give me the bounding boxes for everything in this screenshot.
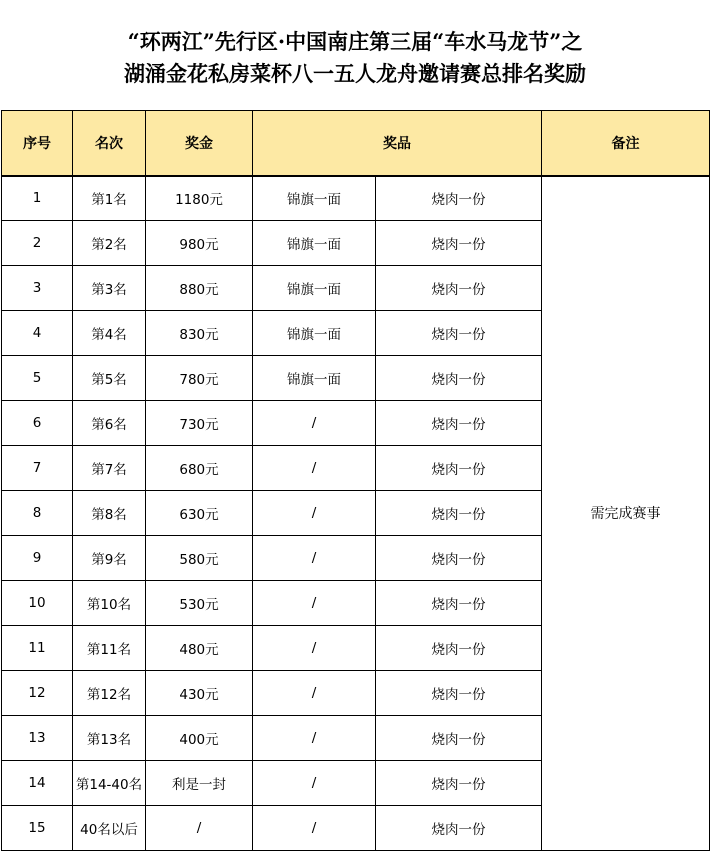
cell-index: 7 (2, 446, 73, 491)
table-body (2, 176, 710, 851)
cell-prize-meat: 烧肉一份 (376, 401, 542, 446)
cell-index: 12 (2, 671, 73, 716)
cell-bonus: 830元 (146, 311, 253, 356)
cell-bonus: 480元 (146, 626, 253, 671)
cell-prize-banner: / (253, 536, 376, 581)
cell-prize-meat: 烧肉一份 (376, 716, 542, 761)
cell-prize-meat: 烧肉一份 (376, 536, 542, 581)
cell-bonus: 530元 (146, 581, 253, 626)
cell-rank: 第9名 (73, 536, 146, 581)
cell-rank: 第7名 (73, 446, 146, 491)
cell-bonus: 400元 (146, 716, 253, 761)
cell-bonus: 580元 (146, 536, 253, 581)
cell-prize-banner: / (253, 581, 376, 626)
cell-rank: 第14-40名 (73, 761, 146, 806)
cell-prize-banner: / (253, 626, 376, 671)
cell-prize-banner: / (253, 806, 376, 851)
cell-bonus: 680元 (146, 446, 253, 491)
cell-prize-meat: 烧肉一份 (376, 806, 542, 851)
cell-bonus: 1180元 (146, 176, 253, 221)
cell-rank: 第11名 (73, 626, 146, 671)
cell-prize-banner: 锦旗一面 (253, 221, 376, 266)
header-index: 序号 (2, 111, 73, 176)
header-bonus: 奖金 (146, 111, 253, 176)
cell-index: 10 (2, 581, 73, 626)
cell-prize-meat: 烧肉一份 (376, 266, 542, 311)
cell-index: 9 (2, 536, 73, 581)
cell-prize-meat: 烧肉一份 (376, 626, 542, 671)
header-rank: 名次 (73, 111, 146, 176)
cell-prize-banner: / (253, 761, 376, 806)
cell-index: 11 (2, 626, 73, 671)
page-title (0, 0, 710, 110)
cell-index: 13 (2, 716, 73, 761)
title-line-1: “环两江”先行区·中国南庄第三届“车水马龙节”之 (127, 29, 583, 54)
cell-prize-banner: / (253, 446, 376, 491)
cell-prize-banner: 锦旗一面 (253, 176, 376, 221)
cell-prize-meat: 烧肉一份 (376, 311, 542, 356)
cell-prize-banner: 锦旗一面 (253, 311, 376, 356)
cell-bonus: / (146, 806, 253, 851)
table-header-row (2, 111, 710, 176)
cell-rank: 40名以后 (73, 806, 146, 851)
cell-rank: 第13名 (73, 716, 146, 761)
cell-index: 4 (2, 311, 73, 356)
cell-prize-banner: / (253, 671, 376, 716)
cell-rank: 第5名 (73, 356, 146, 401)
cell-index: 14 (2, 761, 73, 806)
cell-bonus: 630元 (146, 491, 253, 536)
cell-prize-meat: 烧肉一份 (376, 176, 542, 221)
cell-bonus: 980元 (146, 221, 253, 266)
cell-prize-meat: 烧肉一份 (376, 581, 542, 626)
cell-prize-banner: / (253, 491, 376, 536)
header-remark: 备注 (542, 111, 710, 176)
cell-prize-meat: 烧肉一份 (376, 221, 542, 266)
cell-bonus: 880元 (146, 266, 253, 311)
cell-rank: 第12名 (73, 671, 146, 716)
cell-index: 5 (2, 356, 73, 401)
header-prize: 奖品 (253, 111, 542, 176)
table-row (2, 176, 710, 221)
cell-bonus: 430元 (146, 671, 253, 716)
cell-rank: 第1名 (73, 176, 146, 221)
cell-prize-banner: 锦旗一面 (253, 266, 376, 311)
cell-index: 15 (2, 806, 73, 851)
cell-prize-meat: 烧肉一份 (376, 356, 542, 401)
cell-index: 3 (2, 266, 73, 311)
cell-remark: 需完成赛事 (542, 176, 710, 851)
cell-rank: 第4名 (73, 311, 146, 356)
cell-rank: 第6名 (73, 401, 146, 446)
title-line-2: 湖涌金花私房菜杯八一五人龙舟邀请赛总排名奖励 (124, 61, 586, 86)
cell-prize-banner: / (253, 401, 376, 446)
cell-prize-meat: 烧肉一份 (376, 491, 542, 536)
cell-index: 1 (2, 176, 73, 221)
cell-prize-meat: 烧肉一份 (376, 671, 542, 716)
cell-prize-banner: 锦旗一面 (253, 356, 376, 401)
cell-bonus: 730元 (146, 401, 253, 446)
cell-bonus: 利是一封 (146, 761, 253, 806)
cell-rank: 第10名 (73, 581, 146, 626)
cell-rank: 第8名 (73, 491, 146, 536)
cell-index: 2 (2, 221, 73, 266)
cell-prize-meat: 烧肉一份 (376, 761, 542, 806)
cell-index: 6 (2, 401, 73, 446)
ranking-table (1, 110, 710, 851)
cell-rank: 第2名 (73, 221, 146, 266)
cell-index: 8 (2, 491, 73, 536)
cell-bonus: 780元 (146, 356, 253, 401)
cell-prize-meat: 烧肉一份 (376, 446, 542, 491)
cell-prize-banner: / (253, 716, 376, 761)
cell-rank: 第3名 (73, 266, 146, 311)
